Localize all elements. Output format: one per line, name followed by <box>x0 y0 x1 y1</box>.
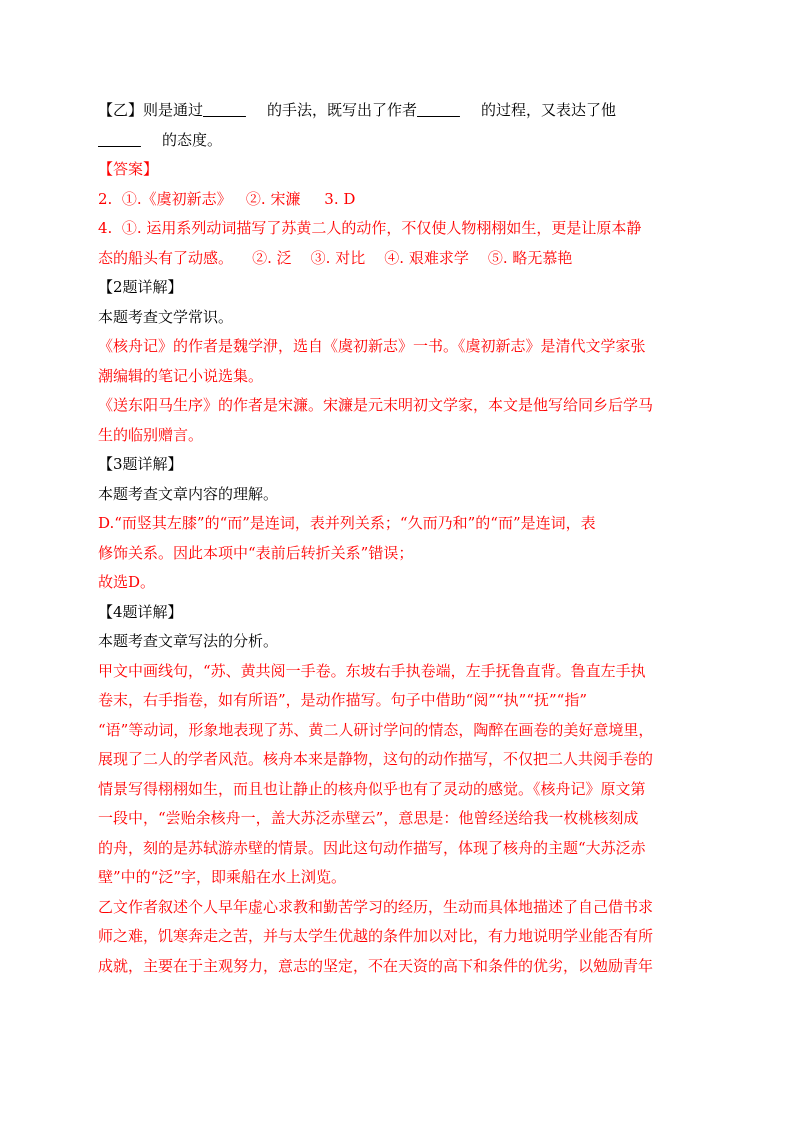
q2-line: 《核舟记》的作者是魏学洢，选自《虞初新志》一书。《虞初新志》是清代文学家张 <box>98 337 646 355</box>
q4-line: 一段中，“尝贻余核舟一，盖大苏泛赤壁云”，意思是：他曾经送给我一枚桃核刻成 <box>98 809 639 827</box>
answer-heading: 【答案】 <box>98 160 159 178</box>
question-text-b: 的手法，既写出了作者 <box>267 101 418 119</box>
page-content <box>98 96 708 981</box>
q2-line: 生的临别赠言。 <box>98 425 204 444</box>
fill-blank-1 <box>203 96 267 126</box>
q2-heading: 【2题详解】 <box>98 278 183 296</box>
q4-line: 情景写得栩栩如生，而且也让静止的核舟似乎也有了灵动的感觉。《核舟记》原文第 <box>98 779 646 798</box>
q3-line: D.“而竖其左膝”的“而”是连词，表并列关系；“久而乃和”的“而”是连词，表 <box>98 514 596 532</box>
q4-line: 师之难，饥寒奔走之苦，并与太学生优越的条件加以对比，有力地说明学业能否有所 <box>98 927 654 945</box>
q3-heading: 【3题详解】 <box>98 455 183 473</box>
question-line-2 <box>98 126 708 156</box>
answer-line: 2. ①.《虞初新志》 ②. 宋濂 3. D <box>98 189 356 208</box>
answer-line: 态的船头有了动感。 ②. 泛 ③. 对比 ④. 艰难求学 ⑤. 略无慕艳 <box>98 248 573 267</box>
q4-line: 成就，主要在于主观努力，意志的坚定，不在天资的高下和条件的优劣，以勉励青年 <box>98 956 654 975</box>
fill-blank-2 <box>417 96 481 126</box>
q4-line: “语”等动词，形象地表现了苏、黄二人研讨学问的情态，陶醉在画卷的美好意境里， <box>98 720 654 739</box>
q3-line: 本题考查文章内容的理解。 <box>98 484 279 503</box>
question-text-c: 的过程，又表达了他 <box>481 101 617 119</box>
q4-line: 乙文作者叙述个人早年虚心求教和勤苦学习的经历，生动而具体地描述了自己借书求 <box>98 897 654 916</box>
q4-line: 卷末，右手指卷，如有所语”，是动作描写。句子中借助“阅”“执”“抚”“指” <box>98 691 588 709</box>
q2-line: 《送东阳马生序》的作者是宋濂。宋濂是元末明初文学家，本文是他写给同乡后学马 <box>98 396 654 414</box>
q3-line: 修饰关系。因此本项中“表前后转折关系”错误； <box>98 543 414 562</box>
q2-line: 潮编辑的笔记小说选集。 <box>98 366 264 385</box>
q4-line: 甲文中画线句，“苏、黄共阅一手卷。东坡右手执卷端，左手抚鲁直背。鲁直左手执 <box>98 661 646 680</box>
answer-line: 4. ①. 运用系列动词描写了苏黄二人的动作，不仅使人物栩栩如生，更是让原本静 <box>98 219 642 237</box>
question-line-1 <box>98 96 708 126</box>
q4-line: 展现了二人的学者风范。核舟本来是静物，这句的动作描写，不仅把二人共阅手卷的 <box>98 750 654 768</box>
question-text-d: 的态度。 <box>162 130 223 149</box>
q4-line: 的舟，刻的是苏轼游赤壁的情景。因此这句动作描写，体现了核舟的主题“大苏泛赤 <box>98 838 646 857</box>
q2-line: 本题考查文学常识。 <box>98 307 234 326</box>
q4-line: 壁”中的“泛”字，即乘船在水上浏览。 <box>98 868 347 886</box>
q3-line: 故选D。 <box>98 573 156 591</box>
question-text-a: 【乙】则是通过 <box>98 101 204 119</box>
q4-line: 本题考查文章写法的分析。 <box>98 632 279 650</box>
fill-blank-3 <box>98 126 162 156</box>
q4-heading: 【4题详解】 <box>98 602 183 621</box>
